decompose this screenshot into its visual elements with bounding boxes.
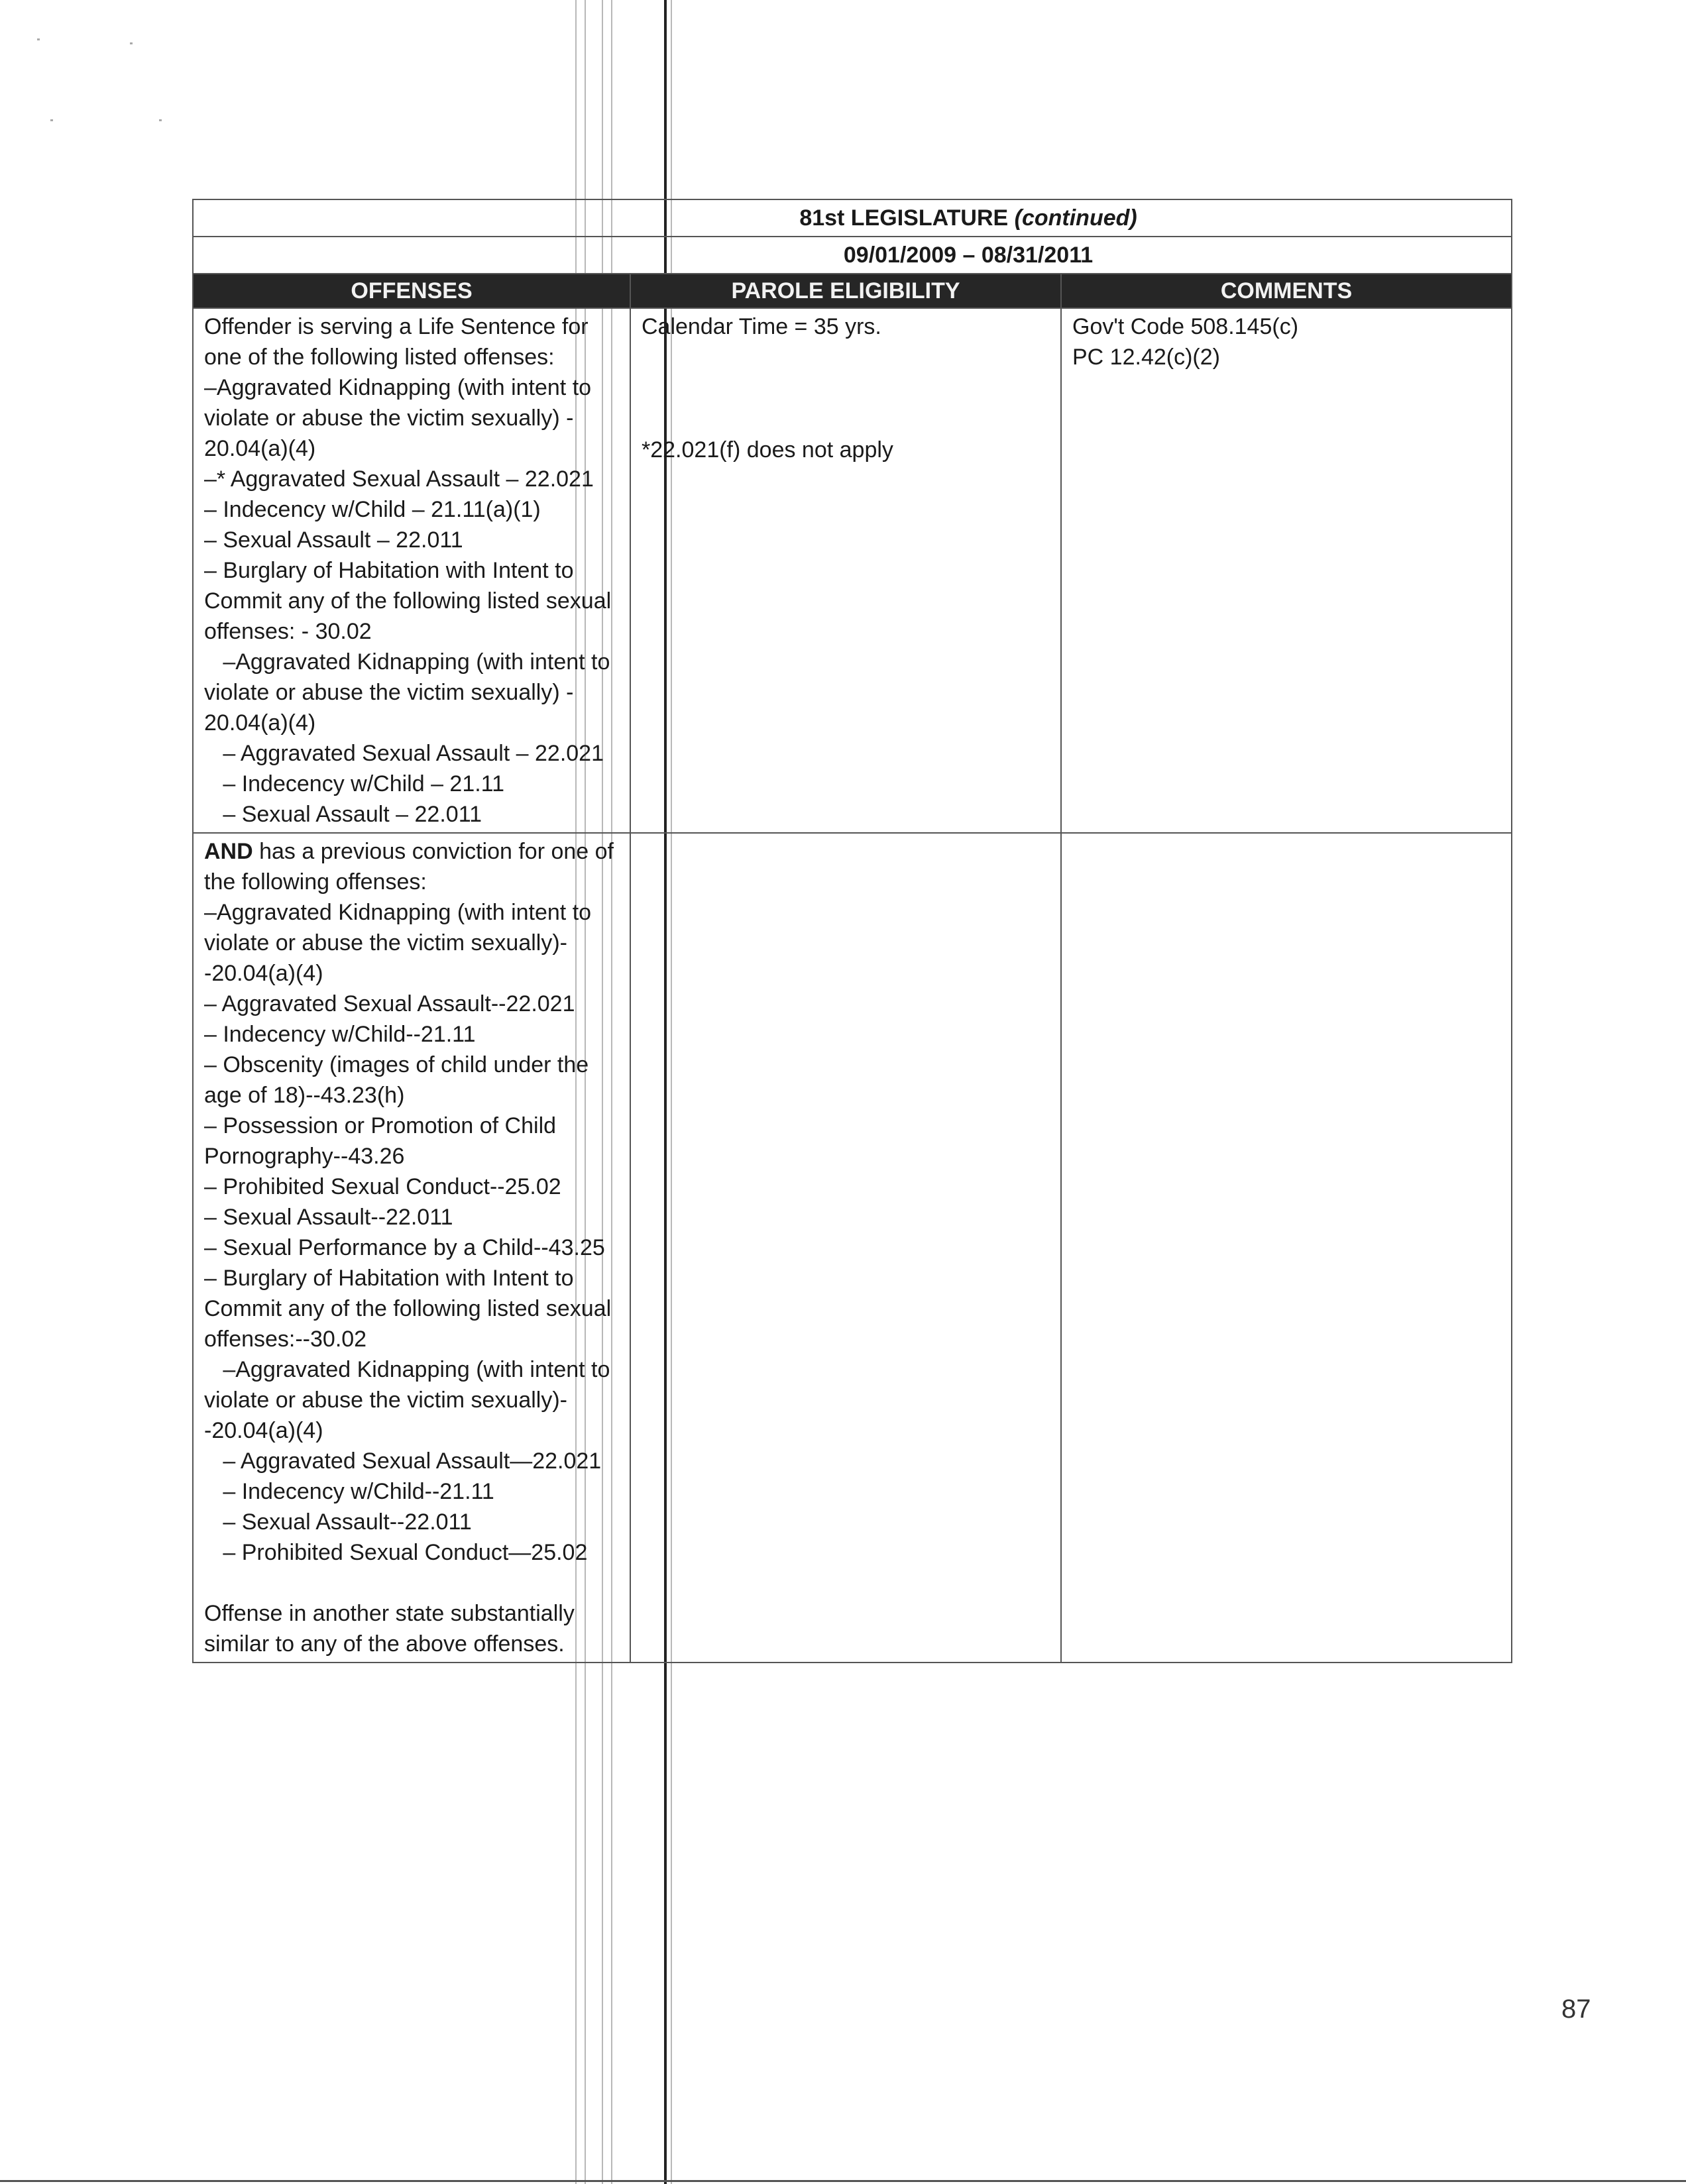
date-range: 09/01/2009 – 08/31/2011 bbox=[843, 243, 1094, 268]
calendar-time: Calendar Time = 35 yrs. bbox=[642, 314, 881, 339]
list-item: – Burglary of Habitation with Intent to Commit any of the following listed sexual offenses:--30.02 bbox=[204, 1266, 618, 1352]
offenses-cell bbox=[193, 833, 630, 1663]
scan-speck bbox=[130, 42, 133, 44]
list-item: – Indecency w/Child--21.11 bbox=[204, 1479, 494, 1504]
list-item: – Sexual Assault--22.011 bbox=[204, 1205, 453, 1230]
and-keyword: AND bbox=[204, 839, 253, 864]
scan-speck bbox=[37, 38, 40, 40]
scan-speck bbox=[159, 119, 162, 121]
legislature-suffix: (continued) bbox=[1014, 205, 1137, 231]
table-row bbox=[193, 308, 1512, 833]
legislature-banner bbox=[193, 199, 1512, 237]
comments-header: COMMENTS bbox=[1061, 274, 1512, 308]
parole-eligibility-cell bbox=[630, 833, 1061, 1663]
list-item: – Aggravated Sexual Assault – 22.021 bbox=[204, 741, 604, 766]
list-item: – Aggravated Sexual Assault--22.021 bbox=[204, 991, 575, 1016]
page-number: 87 bbox=[1561, 1994, 1591, 2024]
list-item: – Possession or Promotion of Child Pornography--43.26 bbox=[204, 1113, 563, 1169]
legislature-title: 81st LEGISLATURE bbox=[799, 205, 1009, 231]
comments-cell bbox=[1061, 308, 1512, 833]
offenses-cell bbox=[193, 308, 630, 833]
list-item: –Aggravated Kidnapping (with intent to violate or abuse the victim sexually)--20.04(a)(4) bbox=[204, 1357, 616, 1443]
scan-artifact-bottom-line bbox=[0, 2180, 1686, 2182]
table-row bbox=[193, 833, 1512, 1663]
offense-list bbox=[204, 311, 619, 830]
date-range-banner bbox=[193, 237, 1512, 274]
spacer bbox=[204, 1568, 619, 1598]
comments-cell bbox=[1061, 833, 1512, 1663]
list-item: – Aggravated Sexual Assault—22.021 bbox=[204, 1448, 602, 1474]
parole-eligibility-table bbox=[192, 199, 1512, 1663]
offenses-header: OFFENSES bbox=[193, 274, 630, 308]
prior-offense-list bbox=[204, 897, 619, 1568]
list-item: –Aggravated Kidnapping (with intent to violate or abuse the victim sexually) - 20.04(a)(4) bbox=[204, 649, 616, 736]
scan-speck bbox=[50, 119, 53, 121]
list-item: –* Aggravated Sexual Assault – 22.021 bbox=[204, 466, 594, 492]
list-item: – Indecency w/Child – 21.11(a)(1) bbox=[204, 497, 541, 522]
list-item: – Sexual Assault – 22.011 bbox=[204, 802, 482, 827]
list-item: – Sexual Assault – 22.011 bbox=[204, 527, 463, 553]
list-item: – Burglary of Habitation with Intent to Commit any of the following listed sexual offenses: - 30.02 bbox=[204, 558, 618, 644]
exception-note: *22.021(f) does not apply bbox=[642, 437, 893, 463]
list-item: – Sexual Performance by a Child--43.25 bbox=[204, 1235, 605, 1260]
lead-text: has a previous conviction for one of the following offenses: bbox=[204, 839, 614, 895]
list-item: Offender is serving a Life Sentence for one of the following listed offenses: bbox=[204, 314, 595, 370]
spacer bbox=[642, 342, 1050, 435]
column-header-row bbox=[193, 274, 1512, 308]
parole-eligibility-header: PAROLE ELIGIBILITY bbox=[630, 274, 1061, 308]
legislature-row bbox=[193, 199, 1512, 237]
list-item: – Prohibited Sexual Conduct--25.02 bbox=[204, 1174, 561, 1199]
out-of-state-note: Offense in another state substantially similar to any of the above offenses. bbox=[204, 1601, 575, 1657]
parole-eligibility-cell bbox=[630, 308, 1061, 833]
prior-conviction-lead bbox=[204, 836, 619, 897]
list-item: – Indecency w/Child--21.11 bbox=[204, 1022, 476, 1047]
list-item: – Prohibited Sexual Conduct—25.02 bbox=[204, 1540, 588, 1565]
statute-reference: PC 12.42(c)(2) bbox=[1072, 345, 1220, 370]
list-item: –Aggravated Kidnapping (with intent to violate or abuse the victim sexually) - 20.04(a)(4) bbox=[204, 375, 598, 461]
list-item: – Sexual Assault--22.011 bbox=[204, 1509, 472, 1535]
list-item: – Obscenity (images of child under the age of 18)--43.23(h) bbox=[204, 1052, 595, 1108]
list-item: –Aggravated Kidnapping (with intent to violate or abuse the victim sexually)--20.04(a)(4) bbox=[204, 900, 598, 986]
statute-reference: Gov't Code 508.145(c) bbox=[1072, 314, 1299, 339]
list-item: – Indecency w/Child – 21.11 bbox=[204, 771, 504, 796]
date-range-row bbox=[193, 237, 1512, 274]
